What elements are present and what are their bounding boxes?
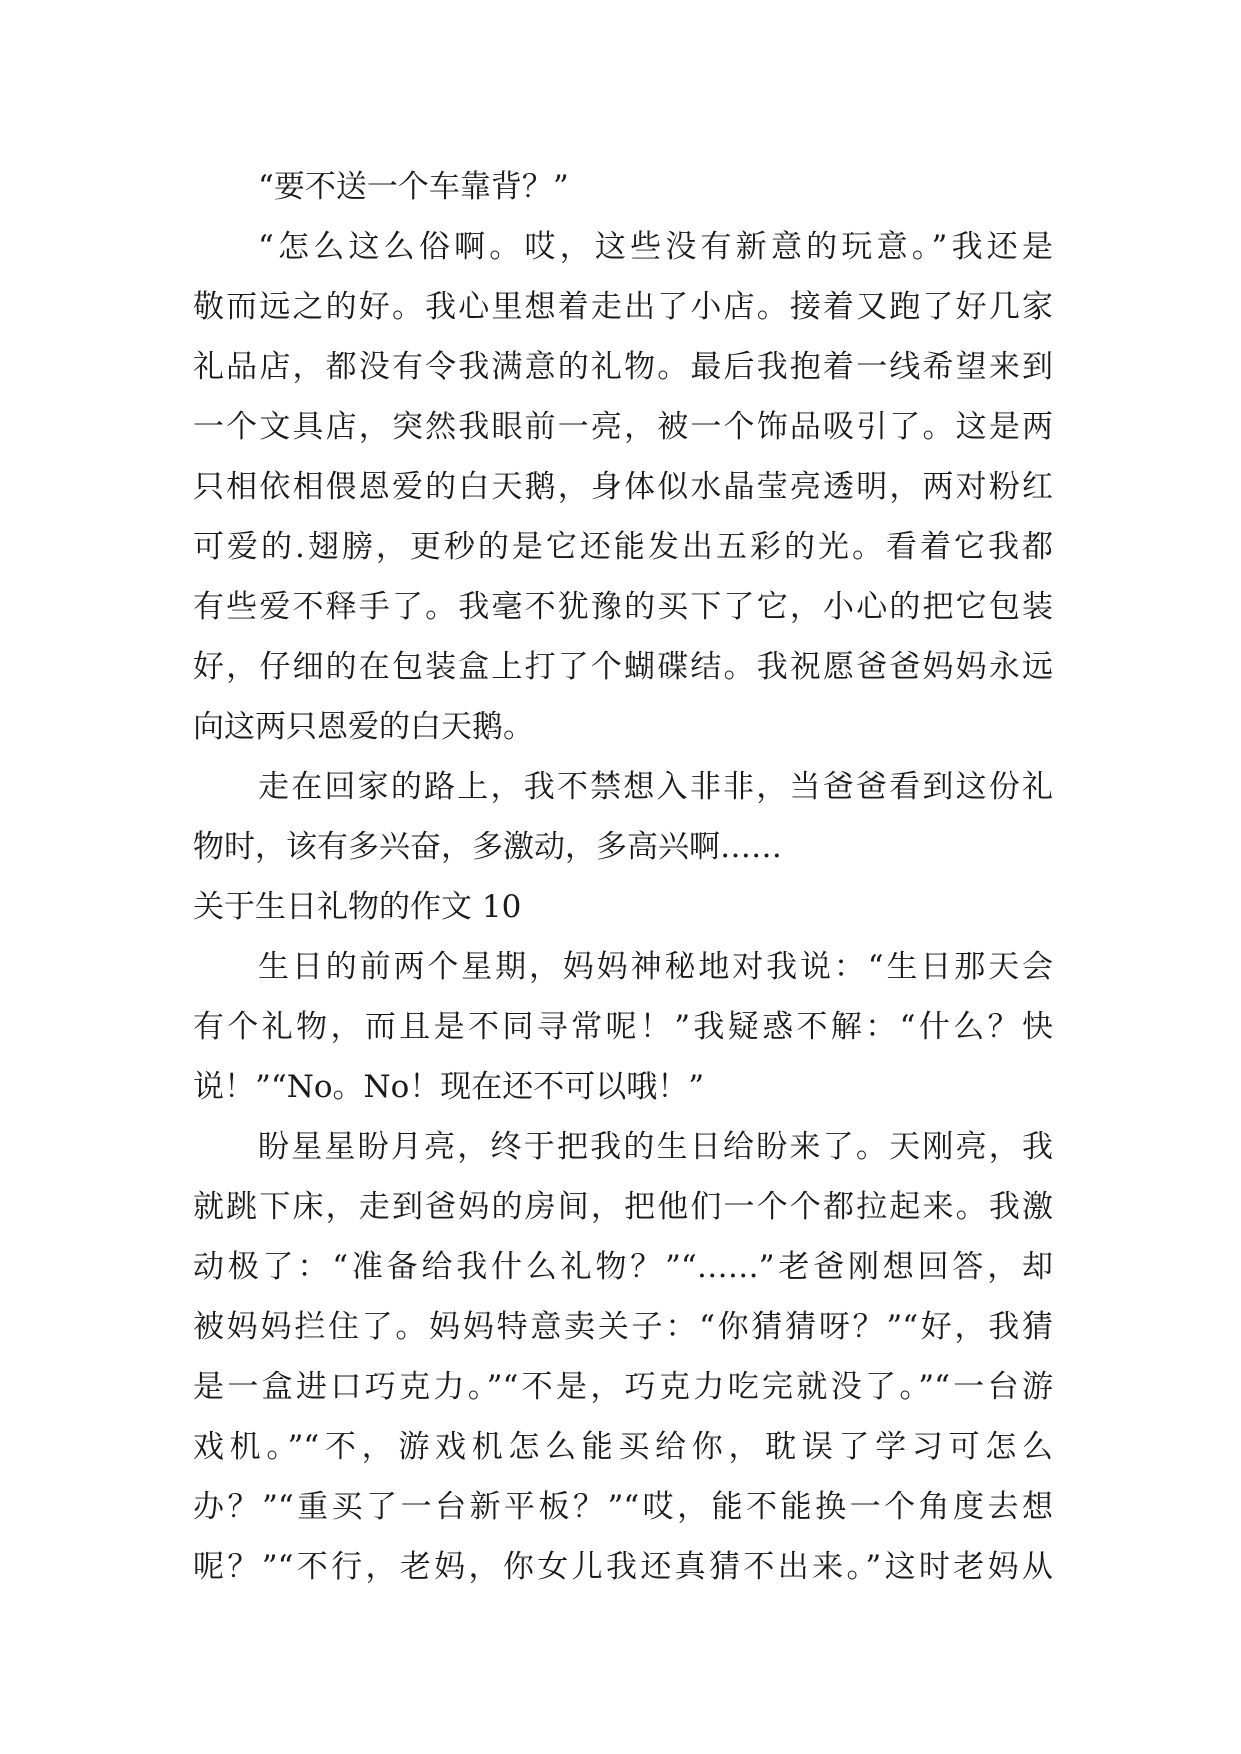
text-line: 可爱的.翅膀，更秒的是它还能发出五彩的光。看着它我都	[193, 529, 1053, 565]
text-line: 生日的前两个星期，妈妈神秘地对我说：“生日那天会	[258, 949, 1053, 985]
text-line: 动极了：“准备给我什么礼物？”“……”老爸刚想回答，却	[193, 1249, 1053, 1285]
text-line: 有些爱不释手了。我毫不犹豫的买下了它，小心的把它包装	[193, 589, 1053, 625]
text-line: 办？”“重买了一台新平板？”“哎，能不能换一个角度去想	[193, 1489, 1053, 1525]
text-line: 说！”“No。No！现在还不可以哦！”	[193, 1069, 705, 1105]
text-line: “要不送一个车靠背？”	[258, 169, 569, 205]
text-line: 有个礼物，而且是不同寻常呢！”我疑惑不解：“什么？快	[193, 1009, 1053, 1045]
section-heading: 关于生日礼物的作文 10	[193, 889, 522, 925]
text-line: 只相依相偎恩爱的白天鹅，身体似水晶莹亮透明，两对粉红	[193, 469, 1053, 505]
text-line: 礼品店，都没有令我满意的礼物。最后我抱着一线希望来到	[193, 349, 1053, 385]
text-line: 被妈妈拦住了。妈妈特意卖关子：“你猜猜呀？”“好，我猜	[193, 1309, 1053, 1345]
text-line: 物时，该有多兴奋，多激动，多高兴啊……	[193, 829, 782, 865]
text-line: 盼星星盼月亮，终于把我的生日给盼来了。天刚亮，我	[258, 1129, 1053, 1165]
text-line: 向这两只恩爱的白天鹅。	[193, 709, 534, 745]
text-line: 走在回家的路上，我不禁想入非非，当爸爸看到这份礼	[258, 769, 1053, 805]
text-line: 好，仔细的在包装盒上打了个蝴碟结。我祝愿爸爸妈妈永远	[193, 649, 1053, 685]
text-line: “怎么这么俗啊。哎，这些没有新意的玩意。”我还是	[258, 229, 1053, 265]
text-line: 是一盒进口巧克力。”“不是，巧克力吃完就没了。”“一台游	[193, 1369, 1053, 1405]
text-line: 戏机。”“不，游戏机怎么能买给你，耽误了学习可怎么	[193, 1429, 1053, 1465]
text-line: 呢？”“不行，老妈，你女儿我还真猜不出来。”这时老妈从	[193, 1549, 1053, 1585]
text-line: 敬而远之的好。我心里想着走出了小店。接着又跑了好几家	[193, 289, 1053, 325]
text-line: 就跳下床，走到爸妈的房间，把他们一个个都拉起来。我激	[193, 1189, 1053, 1225]
text-line: 一个文具店，突然我眼前一亮，被一个饰品吸引了。这是两	[193, 409, 1053, 445]
